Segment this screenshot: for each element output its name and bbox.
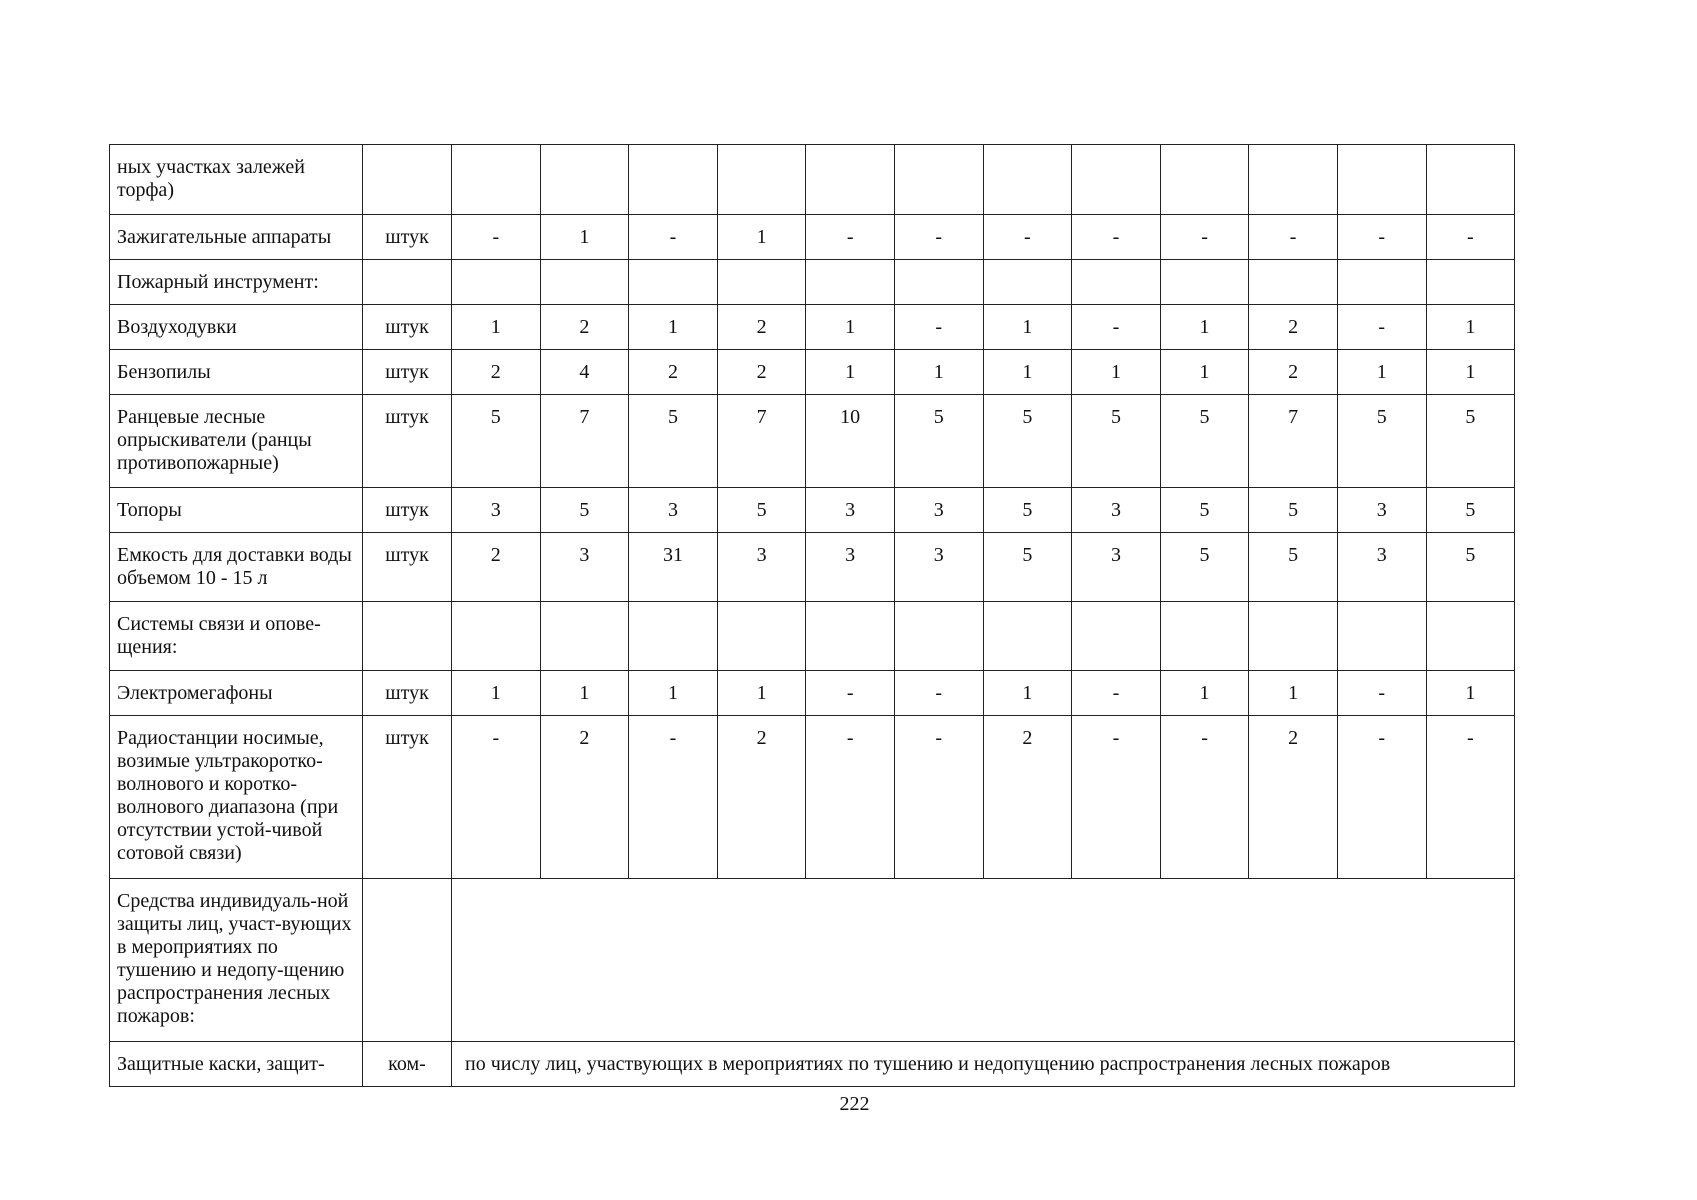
data-table bbox=[109, 144, 1515, 1087]
value-cell: 1 bbox=[1160, 671, 1249, 716]
table-row bbox=[110, 305, 1515, 350]
table-row bbox=[110, 395, 1515, 488]
value-cell: 5 bbox=[1072, 395, 1161, 488]
value-cell: - bbox=[1160, 716, 1249, 879]
value-cell bbox=[1337, 260, 1426, 305]
value-cell bbox=[1160, 145, 1249, 215]
value-cell: 1 bbox=[1160, 305, 1249, 350]
value-cell: 5 bbox=[629, 395, 718, 488]
page-number: 222 bbox=[839, 1093, 870, 1115]
value-cell: 3 bbox=[894, 533, 983, 602]
value-cell: 1 bbox=[629, 305, 718, 350]
table-row bbox=[110, 215, 1515, 260]
item-name-cell: Средства индивидуаль-ной защиты лиц, участ-вующих в мероприятиях по тушению и недопу-щению распространения лесных пожаров: bbox=[110, 879, 363, 1042]
value-cell: 2 bbox=[717, 350, 806, 395]
item-name-cell: Топоры bbox=[110, 488, 363, 533]
value-cell bbox=[1072, 260, 1161, 305]
item-name-cell: Ранцевые лесные опрыскиватели (ранцы противопожарные) bbox=[110, 395, 363, 488]
value-cell: 3 bbox=[806, 533, 895, 602]
value-cell: 2 bbox=[452, 533, 541, 602]
value-cell: 7 bbox=[540, 395, 629, 488]
value-cell: 2 bbox=[983, 716, 1072, 879]
merged-empty-cell bbox=[452, 879, 1515, 1042]
table-row bbox=[110, 716, 1515, 879]
unit-cell: штук bbox=[363, 215, 452, 260]
value-cell: - bbox=[1072, 215, 1161, 260]
value-cell bbox=[629, 145, 718, 215]
value-cell bbox=[540, 602, 629, 671]
value-cell: 31 bbox=[629, 533, 718, 602]
value-cell: 5 bbox=[1426, 395, 1515, 488]
value-cell: - bbox=[806, 671, 895, 716]
unit-cell: штук bbox=[363, 533, 452, 602]
value-cell: - bbox=[894, 305, 983, 350]
value-cell: 2 bbox=[1249, 305, 1338, 350]
value-cell bbox=[1249, 602, 1338, 671]
table-row bbox=[110, 533, 1515, 602]
value-cell bbox=[540, 145, 629, 215]
value-cell bbox=[983, 260, 1072, 305]
value-cell: 3 bbox=[717, 533, 806, 602]
value-cell: - bbox=[894, 215, 983, 260]
value-cell: 2 bbox=[629, 350, 718, 395]
value-cell bbox=[629, 260, 718, 305]
value-cell: 10 bbox=[806, 395, 895, 488]
value-cell: 2 bbox=[1249, 350, 1338, 395]
table-row bbox=[110, 488, 1515, 533]
item-name-cell: Зажигательные аппараты bbox=[110, 215, 363, 260]
unit-cell bbox=[363, 879, 452, 1042]
value-cell: - bbox=[1337, 215, 1426, 260]
value-cell: 1 bbox=[1426, 305, 1515, 350]
value-cell: 1 bbox=[540, 215, 629, 260]
value-cell bbox=[452, 602, 541, 671]
item-name-cell: ных участках залежей торфа) bbox=[110, 145, 363, 215]
value-cell: 5 bbox=[1337, 395, 1426, 488]
value-cell: 1 bbox=[894, 350, 983, 395]
table-row bbox=[110, 260, 1515, 305]
value-cell bbox=[717, 260, 806, 305]
value-cell: - bbox=[1337, 305, 1426, 350]
value-cell bbox=[1426, 602, 1515, 671]
value-cell: 1 bbox=[540, 671, 629, 716]
value-cell: 5 bbox=[1249, 488, 1338, 533]
value-cell: 5 bbox=[717, 488, 806, 533]
value-cell: 5 bbox=[894, 395, 983, 488]
unit-cell: штук bbox=[363, 350, 452, 395]
value-cell bbox=[1160, 602, 1249, 671]
table-row bbox=[110, 602, 1515, 671]
value-cell: 3 bbox=[806, 488, 895, 533]
merged-note-cell: по числу лиц, участвующих в мероприятиях по тушению и недопущению распространения лесных пожаров bbox=[452, 1042, 1515, 1087]
value-cell: 1 bbox=[1160, 350, 1249, 395]
unit-cell: штук bbox=[363, 671, 452, 716]
value-cell: 3 bbox=[894, 488, 983, 533]
value-cell bbox=[1249, 260, 1338, 305]
value-cell: 2 bbox=[540, 716, 629, 879]
value-cell: - bbox=[1072, 671, 1161, 716]
value-cell bbox=[1337, 602, 1426, 671]
value-cell: 5 bbox=[983, 395, 1072, 488]
value-cell bbox=[717, 145, 806, 215]
value-cell: - bbox=[1249, 215, 1338, 260]
value-cell: 1 bbox=[806, 305, 895, 350]
value-cell: 3 bbox=[1072, 533, 1161, 602]
unit-cell: штук bbox=[363, 488, 452, 533]
value-cell bbox=[629, 602, 718, 671]
value-cell bbox=[1249, 145, 1338, 215]
value-cell: - bbox=[1337, 716, 1426, 879]
value-cell: 3 bbox=[629, 488, 718, 533]
item-name-cell: Защитные каски, защит- bbox=[110, 1042, 363, 1087]
value-cell: 1 bbox=[452, 671, 541, 716]
item-name-cell: Бензопилы bbox=[110, 350, 363, 395]
value-cell: 1 bbox=[717, 671, 806, 716]
value-cell bbox=[717, 602, 806, 671]
value-cell: - bbox=[894, 716, 983, 879]
value-cell bbox=[983, 145, 1072, 215]
unit-cell: ком- bbox=[363, 1042, 452, 1087]
table-row bbox=[110, 671, 1515, 716]
value-cell: - bbox=[806, 215, 895, 260]
value-cell: 1 bbox=[983, 350, 1072, 395]
item-name-cell: Электромегафоны bbox=[110, 671, 363, 716]
value-cell: 5 bbox=[1249, 533, 1338, 602]
value-cell: 5 bbox=[1160, 533, 1249, 602]
value-cell bbox=[452, 145, 541, 215]
value-cell: 5 bbox=[983, 488, 1072, 533]
value-cell: - bbox=[629, 215, 718, 260]
value-cell: 1 bbox=[629, 671, 718, 716]
value-cell bbox=[894, 260, 983, 305]
item-name-cell: Пожарный инструмент: bbox=[110, 260, 363, 305]
value-cell bbox=[452, 260, 541, 305]
value-cell: 1 bbox=[1337, 350, 1426, 395]
value-cell: 1 bbox=[1072, 350, 1161, 395]
value-cell bbox=[1426, 145, 1515, 215]
value-cell bbox=[983, 602, 1072, 671]
value-cell: 7 bbox=[717, 395, 806, 488]
value-cell bbox=[1426, 260, 1515, 305]
value-cell: - bbox=[452, 716, 541, 879]
value-cell: 5 bbox=[1160, 488, 1249, 533]
value-cell: 1 bbox=[983, 305, 1072, 350]
value-cell: 1 bbox=[1249, 671, 1338, 716]
value-cell: - bbox=[1426, 215, 1515, 260]
value-cell bbox=[806, 602, 895, 671]
value-cell: 3 bbox=[1337, 533, 1426, 602]
value-cell: 1 bbox=[983, 671, 1072, 716]
item-name-cell: Системы связи и опове-щения: bbox=[110, 602, 363, 671]
value-cell: - bbox=[1337, 671, 1426, 716]
value-cell: 2 bbox=[717, 305, 806, 350]
value-cell: 4 bbox=[540, 350, 629, 395]
value-cell: 3 bbox=[1337, 488, 1426, 533]
value-cell: - bbox=[983, 215, 1072, 260]
table-row bbox=[110, 350, 1515, 395]
value-cell: 1 bbox=[1426, 671, 1515, 716]
value-cell: - bbox=[806, 716, 895, 879]
value-cell: 1 bbox=[1426, 350, 1515, 395]
table-row-ppe bbox=[110, 879, 1515, 1042]
table-body bbox=[110, 145, 1515, 1087]
value-cell: 2 bbox=[1249, 716, 1338, 879]
item-name-cell: Радиостанции носимые, возимые ультракоротко-волнового и коротко-волнового диапазона (при отсутствии устой-чивой сотовой связи) bbox=[110, 716, 363, 879]
value-cell bbox=[1337, 145, 1426, 215]
value-cell bbox=[806, 145, 895, 215]
item-name-cell: Емкость для доставки воды объемом 10 - 15 л bbox=[110, 533, 363, 602]
value-cell: 1 bbox=[452, 305, 541, 350]
unit-cell bbox=[363, 602, 452, 671]
value-cell: 5 bbox=[540, 488, 629, 533]
unit-cell: штук bbox=[363, 305, 452, 350]
value-cell: - bbox=[1072, 716, 1161, 879]
value-cell: - bbox=[1160, 215, 1249, 260]
value-cell: - bbox=[629, 716, 718, 879]
value-cell: 2 bbox=[452, 350, 541, 395]
unit-cell bbox=[363, 145, 452, 215]
item-name-cell: Воздуходувки bbox=[110, 305, 363, 350]
unit-cell bbox=[363, 260, 452, 305]
value-cell: - bbox=[1426, 716, 1515, 879]
value-cell: 5 bbox=[1426, 533, 1515, 602]
value-cell: 1 bbox=[717, 215, 806, 260]
value-cell: - bbox=[452, 215, 541, 260]
unit-cell: штук bbox=[363, 716, 452, 879]
value-cell bbox=[894, 145, 983, 215]
value-cell: 3 bbox=[540, 533, 629, 602]
value-cell bbox=[1072, 602, 1161, 671]
value-cell bbox=[894, 602, 983, 671]
value-cell: - bbox=[1072, 305, 1161, 350]
value-cell bbox=[806, 260, 895, 305]
value-cell: 5 bbox=[983, 533, 1072, 602]
value-cell: 3 bbox=[1072, 488, 1161, 533]
value-cell bbox=[540, 260, 629, 305]
table-row-helmets bbox=[110, 1042, 1515, 1087]
value-cell bbox=[1160, 260, 1249, 305]
value-cell: 7 bbox=[1249, 395, 1338, 488]
unit-cell: штук bbox=[363, 395, 452, 488]
value-cell: 1 bbox=[806, 350, 895, 395]
value-cell: 2 bbox=[540, 305, 629, 350]
value-cell: 5 bbox=[452, 395, 541, 488]
value-cell: 5 bbox=[1426, 488, 1515, 533]
value-cell: 3 bbox=[452, 488, 541, 533]
value-cell: - bbox=[894, 671, 983, 716]
value-cell bbox=[1072, 145, 1161, 215]
table-row bbox=[110, 145, 1515, 215]
value-cell: 2 bbox=[717, 716, 806, 879]
value-cell: 5 bbox=[1160, 395, 1249, 488]
